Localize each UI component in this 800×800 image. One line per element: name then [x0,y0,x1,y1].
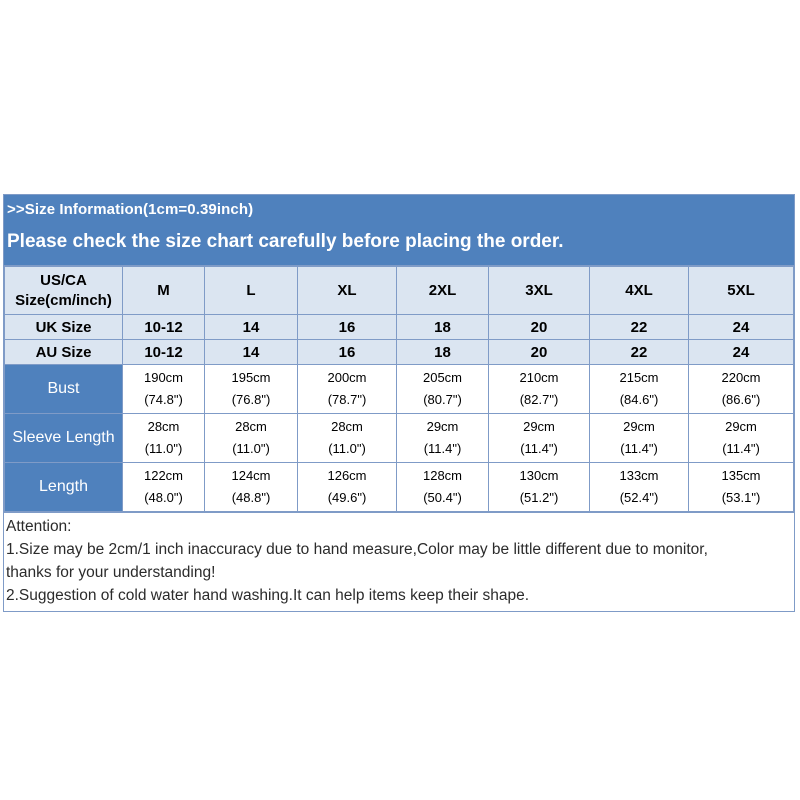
table-cell [123,414,205,463]
table-cell [205,463,298,512]
inch-value: (52.4") [619,490,659,505]
inch-value: (48.8") [231,490,271,505]
inch-value: (11.4") [520,441,558,456]
header-label-cell [5,267,123,315]
inch-value: (53.1") [721,490,761,505]
inch-value: (84.6") [619,392,659,407]
inch-value: (11.4") [620,441,658,456]
table-cell [489,414,590,463]
table-cell [205,414,298,463]
table-cell [489,463,590,512]
table-cell [689,365,794,414]
table-cell [123,463,205,512]
cm-value: 126cm [327,468,367,483]
table-cell: 22 [590,315,689,340]
cm-value: 122cm [143,468,184,483]
size-info-banner [4,195,794,266]
size-col-header: 5XL [689,267,794,315]
size-col-header: XL [298,267,397,315]
table-cell [590,365,689,414]
table-cell: 14 [205,340,298,365]
table-cell: 22 [590,340,689,365]
size-col-header: 4XL [590,267,689,315]
inch-value: (76.8") [231,392,271,407]
cm-value: 210cm [519,370,559,385]
size-table [4,266,794,512]
size-col-header: M [123,267,205,315]
cm-value: 133cm [619,468,659,483]
row-label: Length [5,463,123,512]
row-label: Bust [5,365,123,414]
row-label: Sleeve Length [5,414,123,463]
size-check-notice: Please check the size chart carefully before placing the order. [7,231,564,252]
table-cell [397,463,489,512]
length-row [5,463,794,512]
table-cell: 16 [298,340,397,365]
table-cell: 18 [397,315,489,340]
table-cell [298,365,397,414]
inch-value: (86.6") [721,392,761,407]
table-cell [298,414,397,463]
row-label: AU Size [5,340,123,365]
inch-value: (49.6") [327,490,367,505]
size-col-header: 2XL [397,267,489,315]
size-chart [3,194,795,612]
cm-value: 29cm [426,419,459,434]
cm-value: 130cm [519,468,559,483]
row-label: UK Size [5,315,123,340]
header-label-line1: US/CA [40,271,87,289]
inch-value: (11.4") [722,441,760,456]
size-header-row [5,267,794,315]
table-cell: 10-12 [123,315,205,340]
table-cell: 10-12 [123,340,205,365]
inch-value: (11.0") [328,441,366,456]
inch-value: (82.7") [519,392,559,407]
table-cell: 24 [689,315,794,340]
table-cell: 20 [489,315,590,340]
table-cell [397,365,489,414]
header-label-line2: Size(cm/inch) [15,291,112,309]
inch-value: (78.7") [327,392,367,407]
table-cell [298,463,397,512]
cm-value: 205cm [422,370,463,385]
table-cell [689,463,794,512]
inch-value: (50.4") [423,490,462,505]
table-cell [590,463,689,512]
size-info-title: >>Size Information(1cm=0.39inch) [7,201,254,218]
cm-value: 135cm [721,468,761,483]
inch-value: (74.8") [144,392,183,407]
inch-value: (11.0") [232,441,270,456]
sleeve-length-row [5,414,794,463]
table-cell [123,365,205,414]
cm-value: 124cm [231,468,271,483]
table-cell [397,414,489,463]
cm-value: 29cm [623,419,655,434]
table-cell [205,365,298,414]
inch-value: (48.0") [144,490,183,505]
table-cell: 16 [298,315,397,340]
attention-heading: Attention: [6,518,72,535]
size-col-header: 3XL [489,267,590,315]
cm-value: 128cm [422,468,463,483]
cm-value: 29cm [725,419,757,434]
uk-size-row [5,315,794,340]
cm-value: 220cm [721,370,761,385]
attention-notes [4,512,794,611]
table-cell [590,414,689,463]
size-col-header: L [205,267,298,315]
attention-line-3: 2.Suggestion of cold water hand washing.It can help items keep their shape. [6,587,530,604]
table-cell: 24 [689,340,794,365]
attention-line-2: thanks for your understanding! [6,564,216,581]
cm-value: 195cm [231,370,271,385]
table-cell [689,414,794,463]
inch-value: (11.0") [144,441,183,456]
cm-value: 28cm [147,419,180,434]
inch-value: (51.2") [519,490,559,505]
inch-value: (80.7") [423,392,462,407]
cm-value: 190cm [143,370,184,385]
cm-value: 28cm [235,419,267,434]
table-cell: 14 [205,315,298,340]
cm-value: 215cm [619,370,659,385]
cm-value: 29cm [523,419,555,434]
cm-value: 200cm [327,370,367,385]
table-cell: 18 [397,340,489,365]
bust-row [5,365,794,414]
attention-line-1: 1.Size may be 2cm/1 inch inaccuracy due to hand measure,Color may be little different due to monitor, [6,541,708,558]
cm-value: 28cm [331,419,363,434]
table-cell [489,365,590,414]
au-size-row [5,340,794,365]
table-cell: 20 [489,340,590,365]
inch-value: (11.4") [423,441,462,456]
